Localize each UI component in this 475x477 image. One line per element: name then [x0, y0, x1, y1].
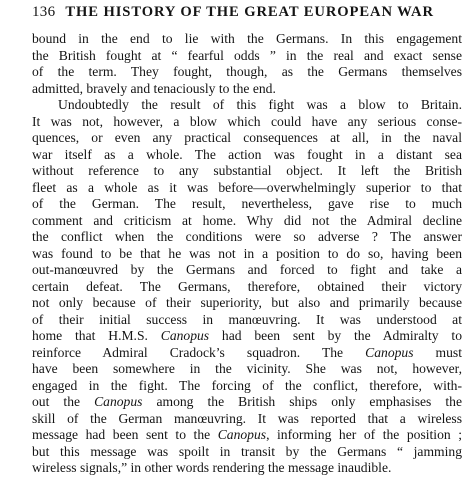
body-text — [32, 31, 462, 477]
text-segment: comment and criticism at home. Why did not the Admiral decline — [32, 212, 462, 228]
text-line — [32, 361, 462, 378]
text-segment: must — [413, 344, 462, 360]
paragraph — [32, 31, 462, 97]
text-segment: engaged in the fight. The forcing of the conflict, therefore, with- — [32, 377, 462, 393]
text-segment: certain defeat. The Germans, therefore, obtained their victory — [32, 278, 462, 294]
text-segment: the conflict when the conditions were so adverse ? The answer — [32, 229, 462, 244]
book-page — [32, 4, 462, 477]
text-segment: skill of the German manœuvring. It was reported that a wireless — [32, 410, 462, 426]
text-line — [32, 312, 462, 329]
text-line — [32, 163, 462, 180]
text-line — [32, 444, 462, 461]
text-line — [32, 130, 462, 147]
text-line — [32, 427, 462, 444]
text-segment: war itself as a whole. The action was fought in a distant sea — [32, 146, 462, 162]
ship-name: Canopus — [365, 344, 414, 360]
text-segment: without reference to any substantial object. It left the British — [32, 163, 462, 178]
text-segment: the British fought at “ fearful odds ” in the real and exact sense — [32, 47, 462, 63]
text-segment: of the German. The result, nevertheless, gave rise to much — [32, 196, 462, 211]
text-segment: It was not, however, a blow which could have any serious conse- — [32, 113, 462, 129]
text-segment: wireless signals,” in other words rendering the message inaudible. — [32, 460, 392, 475]
text-line — [32, 295, 462, 312]
text-line — [32, 180, 462, 197]
text-line — [32, 246, 462, 263]
text-line — [32, 394, 462, 411]
ship-name: Canopus — [94, 394, 143, 409]
text-segment: of the term. They fought, though, as the Germans themselves — [32, 64, 462, 79]
text-segment: have been somewhere in the vicinity. She was not, however, — [32, 361, 462, 376]
text-line — [32, 328, 462, 345]
text-segment: had been sent by the Admiralty to — [209, 328, 462, 343]
text-line — [32, 64, 462, 81]
ship-name: Canopus — [217, 427, 267, 442]
text-line — [32, 31, 462, 48]
text-segment: bound in the end to lie with the Germans. In this engagement — [32, 31, 462, 46]
text-line — [32, 114, 462, 131]
text-line — [32, 279, 462, 296]
paragraph — [32, 97, 462, 477]
text-line — [32, 147, 462, 164]
text-line — [32, 213, 462, 230]
text-line — [32, 229, 462, 246]
text-line — [32, 97, 462, 114]
text-segment: was found to be that he was not in a position to do so, having been — [32, 245, 462, 261]
text-line — [32, 460, 462, 477]
text-line — [32, 81, 462, 98]
text-segment: out-manœuvred by the Germans and forced to fight and take a — [32, 262, 462, 277]
text-segment: not only because of their superiority, but also and primarily because — [32, 295, 462, 310]
text-segment: , informing her of the position ; — [266, 427, 462, 442]
text-segment: out the — [32, 394, 95, 409]
text-line — [32, 48, 462, 65]
text-segment: home that H.M.S. — [32, 328, 161, 343]
ship-name: Canopus — [160, 328, 210, 343]
page-number: 136 — [32, 4, 56, 20]
text-segment: admitted, bravely and tenaciously to the end. — [32, 80, 276, 96]
text-segment: Undoubtedly the result of this fight was a blow to Britain. — [58, 97, 462, 112]
text-line — [32, 345, 462, 362]
text-segment: but this message was spoilt in transit by the Germans “ jamming — [32, 443, 462, 459]
text-line — [32, 378, 462, 395]
text-segment: among the British ships only emphasises the — [142, 394, 463, 409]
text-line — [32, 262, 462, 279]
text-line — [32, 196, 462, 213]
text-segment: message had been sent to the — [32, 427, 218, 442]
text-segment: of their initial success in manœuvring. It was understood at — [32, 311, 462, 327]
text-segment: reinforce Admiral Cradock’s squadron. The — [32, 344, 366, 360]
page-header — [32, 4, 462, 30]
running-title: THE HISTORY OF THE GREAT EUROPEAN WAR — [65, 4, 434, 20]
text-line — [32, 411, 462, 428]
text-segment: fleet as a whole as it was before—overwhelmingly superior to that — [32, 179, 462, 195]
text-segment: quences, or even any practical consequences at all, in the naval — [32, 130, 462, 145]
